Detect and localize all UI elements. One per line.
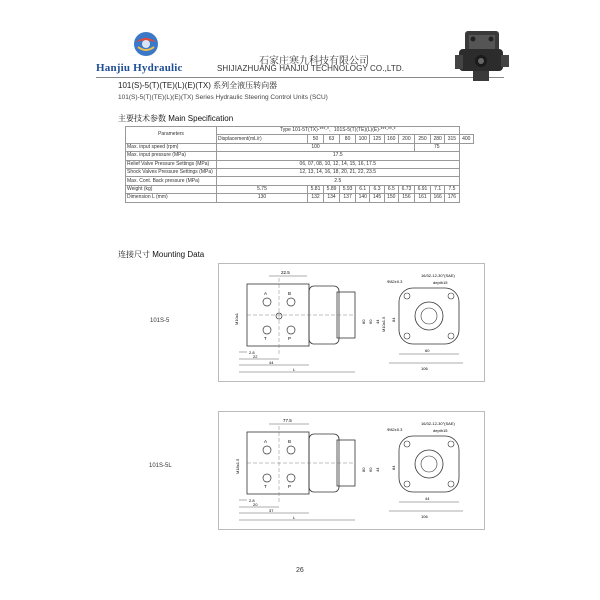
dim-label: 60 — [425, 348, 430, 353]
table-cell: 6.1 — [356, 185, 370, 193]
dim-label: 44 — [425, 496, 430, 501]
table-cell: 250 — [414, 135, 430, 143]
table-row — [126, 185, 474, 193]
brand-name: Hanjiu Hydraulic — [96, 62, 183, 74]
table-row-label: Relief Valve Pressure Settings (MPa) — [126, 160, 217, 168]
port-label-t: T — [264, 336, 267, 341]
table-cell: 140 — [356, 194, 370, 202]
dim-label: 44 — [269, 360, 274, 365]
dim-label: 60 — [368, 319, 373, 324]
page-number: 26 — [296, 567, 304, 574]
table-cell: 5.75 — [217, 185, 308, 193]
table-cell: 06, 07, 08, 10, 12, 14, 15, 16, 17.5 — [217, 160, 460, 168]
table-cell: 400 — [459, 135, 473, 143]
table-cell: 80 — [340, 135, 356, 143]
dim-label: 16/32-12-30°(SAE) — [421, 421, 455, 426]
table-cell: 137 — [340, 194, 356, 202]
table-row — [126, 194, 474, 202]
table-cell: 5.89 — [324, 185, 340, 193]
dim-label: depth15 — [433, 280, 448, 285]
table-cell: 5.81 — [308, 185, 324, 193]
dim-label: 77.5 — [283, 418, 292, 423]
table-cell: 5.93 — [340, 185, 356, 193]
table-cell: 17.5 — [217, 152, 460, 160]
table-row — [126, 143, 474, 151]
dim-label: 80 — [361, 467, 366, 472]
table-cell: 6.91 — [414, 185, 430, 193]
mounting-drawing-101s-5 — [218, 263, 485, 382]
port-label-b: B — [288, 291, 292, 296]
table-row — [126, 168, 474, 176]
dim-label: 16/32-12-30°(SAE) — [421, 273, 455, 278]
spec-table — [125, 126, 474, 203]
model-label-101s-5: 101S-5 — [150, 318, 170, 324]
dim-label: depth15 — [433, 428, 448, 433]
table-cell: 7.5 — [445, 185, 459, 193]
table-row-label: Dimension L (mm) — [126, 194, 217, 202]
table-cell: 125 — [370, 135, 384, 143]
steering-unit-product-image — [449, 27, 513, 85]
dim-label: 2.8 — [249, 498, 255, 503]
table-cell: 150 — [384, 194, 398, 202]
company-name-english: SHIJIAZHUANG HANJIU TECHNOLOGY CO.,LTD. — [217, 64, 405, 73]
port-label-p: P — [288, 336, 292, 341]
table-cell: 50 — [308, 135, 324, 143]
mounting-drawing-101s-5l — [218, 411, 485, 530]
table-cell: 166 — [431, 194, 445, 202]
table-cell: 280 — [431, 135, 445, 143]
company-name-chinese: 石家庄寒九科技有限公司 — [259, 56, 369, 67]
dim-label: 106 — [421, 366, 428, 371]
table-row-label: Displacement(mL/r) — [217, 135, 308, 143]
table-cell: 6.5 — [384, 185, 398, 193]
table-cell: 134 — [324, 194, 340, 202]
product-series-title: 101(S)-5(T)(TE)(L)(E)(TX) 系列全液压转向器 — [118, 81, 278, 90]
port-label-a: A — [264, 291, 268, 296]
hanjiu-logo — [132, 30, 160, 58]
table-cell: 7.1 — [431, 185, 445, 193]
port-label-b: B — [288, 439, 292, 444]
table-cell: 2.5 — [217, 177, 460, 185]
table-row — [126, 160, 474, 168]
table-cell: 12, 13, 14, 16, 18, 20, 21, 22, 23.5 — [217, 168, 460, 176]
table-cell: 100 — [217, 143, 415, 151]
dim-label: 2.8 — [249, 350, 255, 355]
dim-label: M10x1.5 — [381, 316, 386, 332]
dim-label: L — [293, 515, 296, 520]
table-cell: 160 — [384, 135, 398, 143]
dim-label: 80 — [361, 319, 366, 324]
header-divider — [96, 77, 504, 78]
table-row-label: Weight (kg) — [126, 185, 217, 193]
table-row-label: Shock Valves Pressure Settings (MPa) — [126, 168, 217, 176]
table-row-label: Max. Cont. Back pressure (MPa) — [126, 177, 217, 185]
table-cell: 100 — [356, 135, 370, 143]
dim-label: 60 — [368, 467, 373, 472]
table-cell: 63 — [324, 135, 340, 143]
dim-label: 44 — [375, 319, 380, 324]
dim-label: L — [293, 367, 296, 372]
table-cell: 315 — [445, 135, 459, 143]
table-row — [126, 127, 474, 135]
spec-heading: 主要技术参数 Main Specification — [118, 114, 234, 123]
dim-label: 37 — [269, 508, 274, 513]
dim-label: M10x1 — [234, 312, 239, 325]
table-row — [126, 152, 474, 160]
table-row-label: Max. input speed (rpm) — [126, 143, 217, 151]
dim-label: 84 — [391, 465, 396, 470]
table-cell: 200 — [398, 135, 414, 143]
dim-label: 22.5 — [281, 270, 290, 275]
dim-label: Φ82±0.3 — [387, 279, 403, 284]
table-cell: 75 — [414, 143, 459, 151]
table-cell: 6.73 — [398, 185, 414, 193]
dim-label: 106 — [421, 514, 428, 519]
table-cell: 145 — [370, 194, 384, 202]
dim-label: M18x1.5 — [235, 458, 240, 474]
dim-label: 84 — [391, 317, 396, 322]
dim-label: Φ82±0.3 — [387, 427, 403, 432]
table-cell: 161 — [414, 194, 430, 202]
table-cell: 132 — [308, 194, 324, 202]
table-row — [126, 177, 474, 185]
product-series-subtitle: 101(S)-5(T)(TE)(L)(E)(TX) Series Hydraulic Steering Control Units (SCU) — [118, 94, 328, 101]
port-label-t: T — [264, 484, 267, 489]
port-label-a: A — [264, 439, 268, 444]
table-cell: 156 — [398, 194, 414, 202]
table-cell: 130 — [217, 194, 308, 202]
table-cell: 176 — [445, 194, 459, 202]
table-cell: Type 101-5T(TX)-***-*、101S-5(T)(TE)(L)(E)-***-**-* — [217, 127, 460, 135]
table-cell: 6.3 — [370, 185, 384, 193]
table-row-label: Max. input pressure (MPa) — [126, 152, 217, 160]
model-label-101s-5l: 101S-5L — [149, 463, 172, 469]
dim-label: 22 — [253, 354, 258, 359]
port-label-p: P — [288, 484, 292, 489]
dim-label: 20 — [253, 502, 258, 507]
mounting-heading: 连接尺寸 Mounting Data — [118, 250, 205, 259]
table-cell: Parameters — [126, 127, 217, 144]
dim-label: 44 — [375, 467, 380, 472]
